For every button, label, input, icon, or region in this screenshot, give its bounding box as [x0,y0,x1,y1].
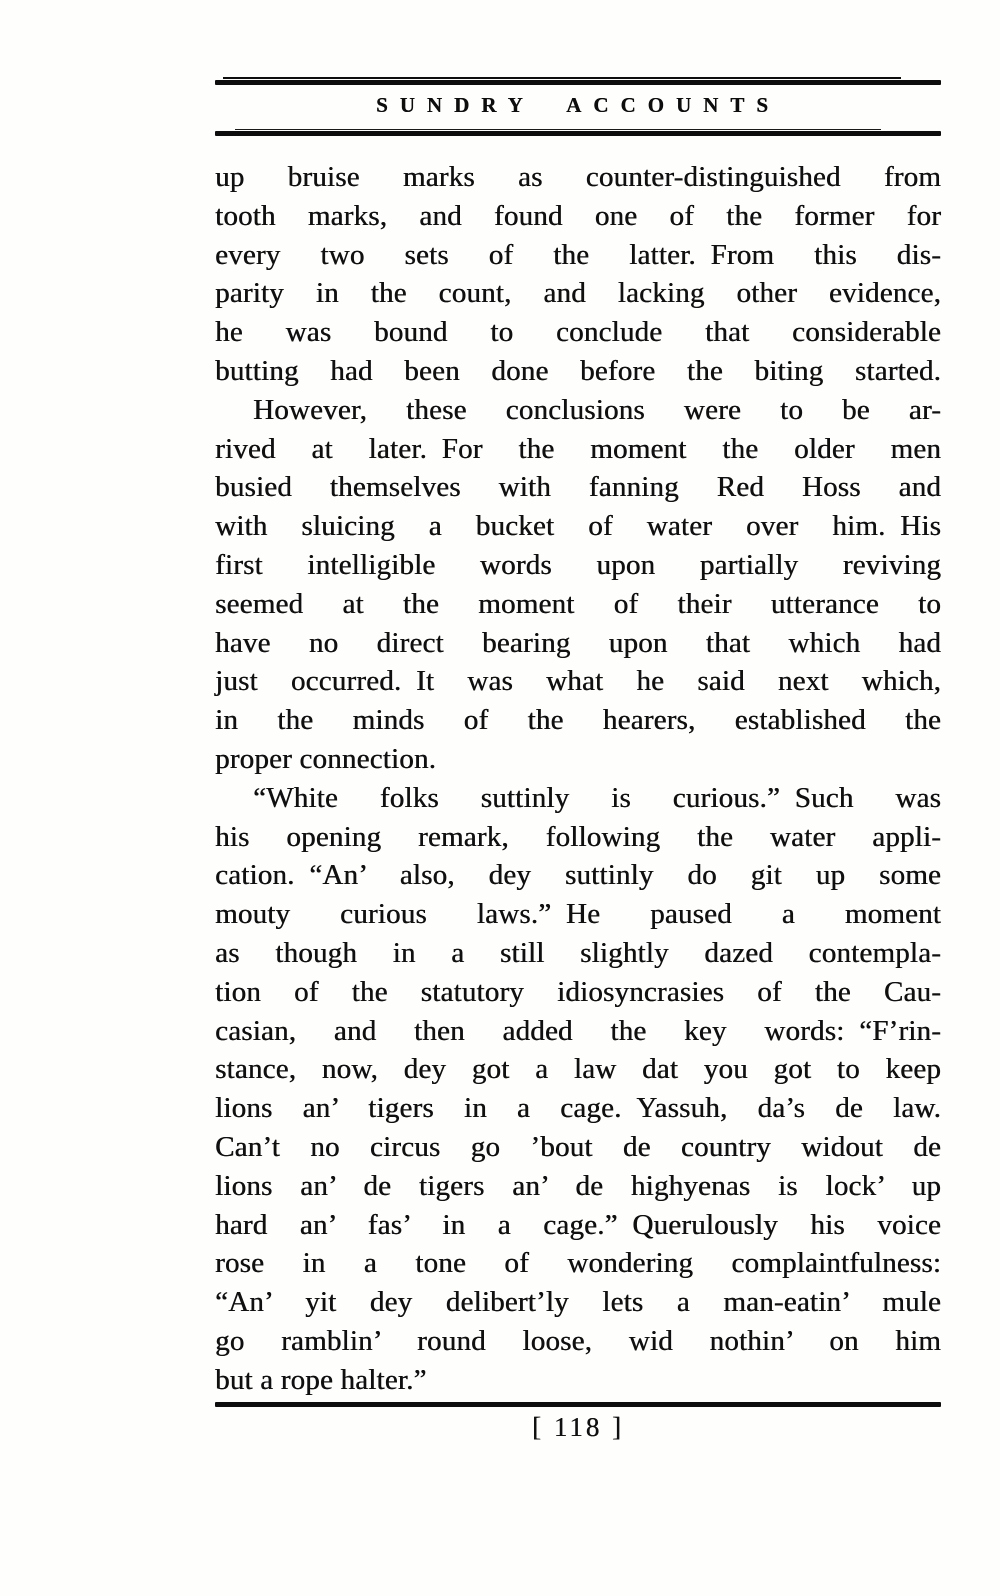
text-line: go ramblin’ round loose, wid nothin’ on him [215,1324,941,1357]
text-line: busied themselves with fanning Red Hoss and [215,471,941,504]
text-line: Can’t no circus go ’bout de country widout de [215,1130,941,1163]
text-line: casian, and then added the key words: “F’rin- [215,1014,941,1047]
header-rule-top [215,80,941,85]
text-line: tion of the statutory idiosyncrasies of the Cau- [215,975,941,1008]
text-line: stance, now, dey got a law dat you got to keep [215,1053,941,1086]
text-line: proper connection. [215,742,437,775]
text-line: cation. “An’ also, dey suttinly do git up some [215,859,941,892]
text-line: every two sets of the latter. From this dis- [215,238,941,271]
text-line: “An’ yit dey delibert’ly lets a man-eatin’ mule [215,1286,941,1319]
text-line: rose in a tone of wondering complaintfulness: [215,1247,941,1280]
text-line: rived at later. For the moment the older men [215,432,941,465]
text-line: have no direct bearing upon that which had [215,626,941,659]
text-line: hard an’ fas’ in a cage.” Querulously his voice [215,1208,941,1241]
text-line: parity in the count, and lacking other evidence, [215,277,941,310]
text-line: with sluicing a bucket of water over him. His [215,510,941,543]
header-rule-bottom [215,131,941,136]
text-line: first intelligible words upon partially reviving [215,548,941,581]
text-line: in the minds of the hearers, established the [215,704,941,737]
text-line: However, these conclusions were to be ar- [253,393,941,426]
text-line: butting had been done before the biting started. [215,354,941,387]
text-line: seemed at the moment of their utterance to [215,587,941,620]
running-header: SUNDRY ACCOUNTS [376,93,780,117]
text-line: lions an’ de tigers an’ de highyenas is lock’ up [215,1169,941,1202]
text-line: his opening remark, following the water appli- [215,820,941,853]
text-line: just occurred. It was what he said next which, [215,665,941,698]
text-line: but a rope halter.” [215,1363,427,1396]
page-number: [ 118 ] [532,1412,624,1442]
text-line: he was bound to conclude that considerable [215,316,941,349]
text-line: lions an’ tigers in a cage. Yassuh, da’s de law. [215,1092,941,1125]
text-line: mouty curious laws.” He paused a moment [215,898,941,931]
footer-rule [215,1402,941,1407]
text-line: “White folks suttinly is curious.” Such was [253,781,941,814]
text-line: up bruise marks as counter-distinguished from [215,161,941,193]
text-line: as though in a still slightly dazed contempla- [215,936,941,969]
body-text [215,158,941,1400]
text-line: tooth marks, and found one of the former for [215,199,941,232]
